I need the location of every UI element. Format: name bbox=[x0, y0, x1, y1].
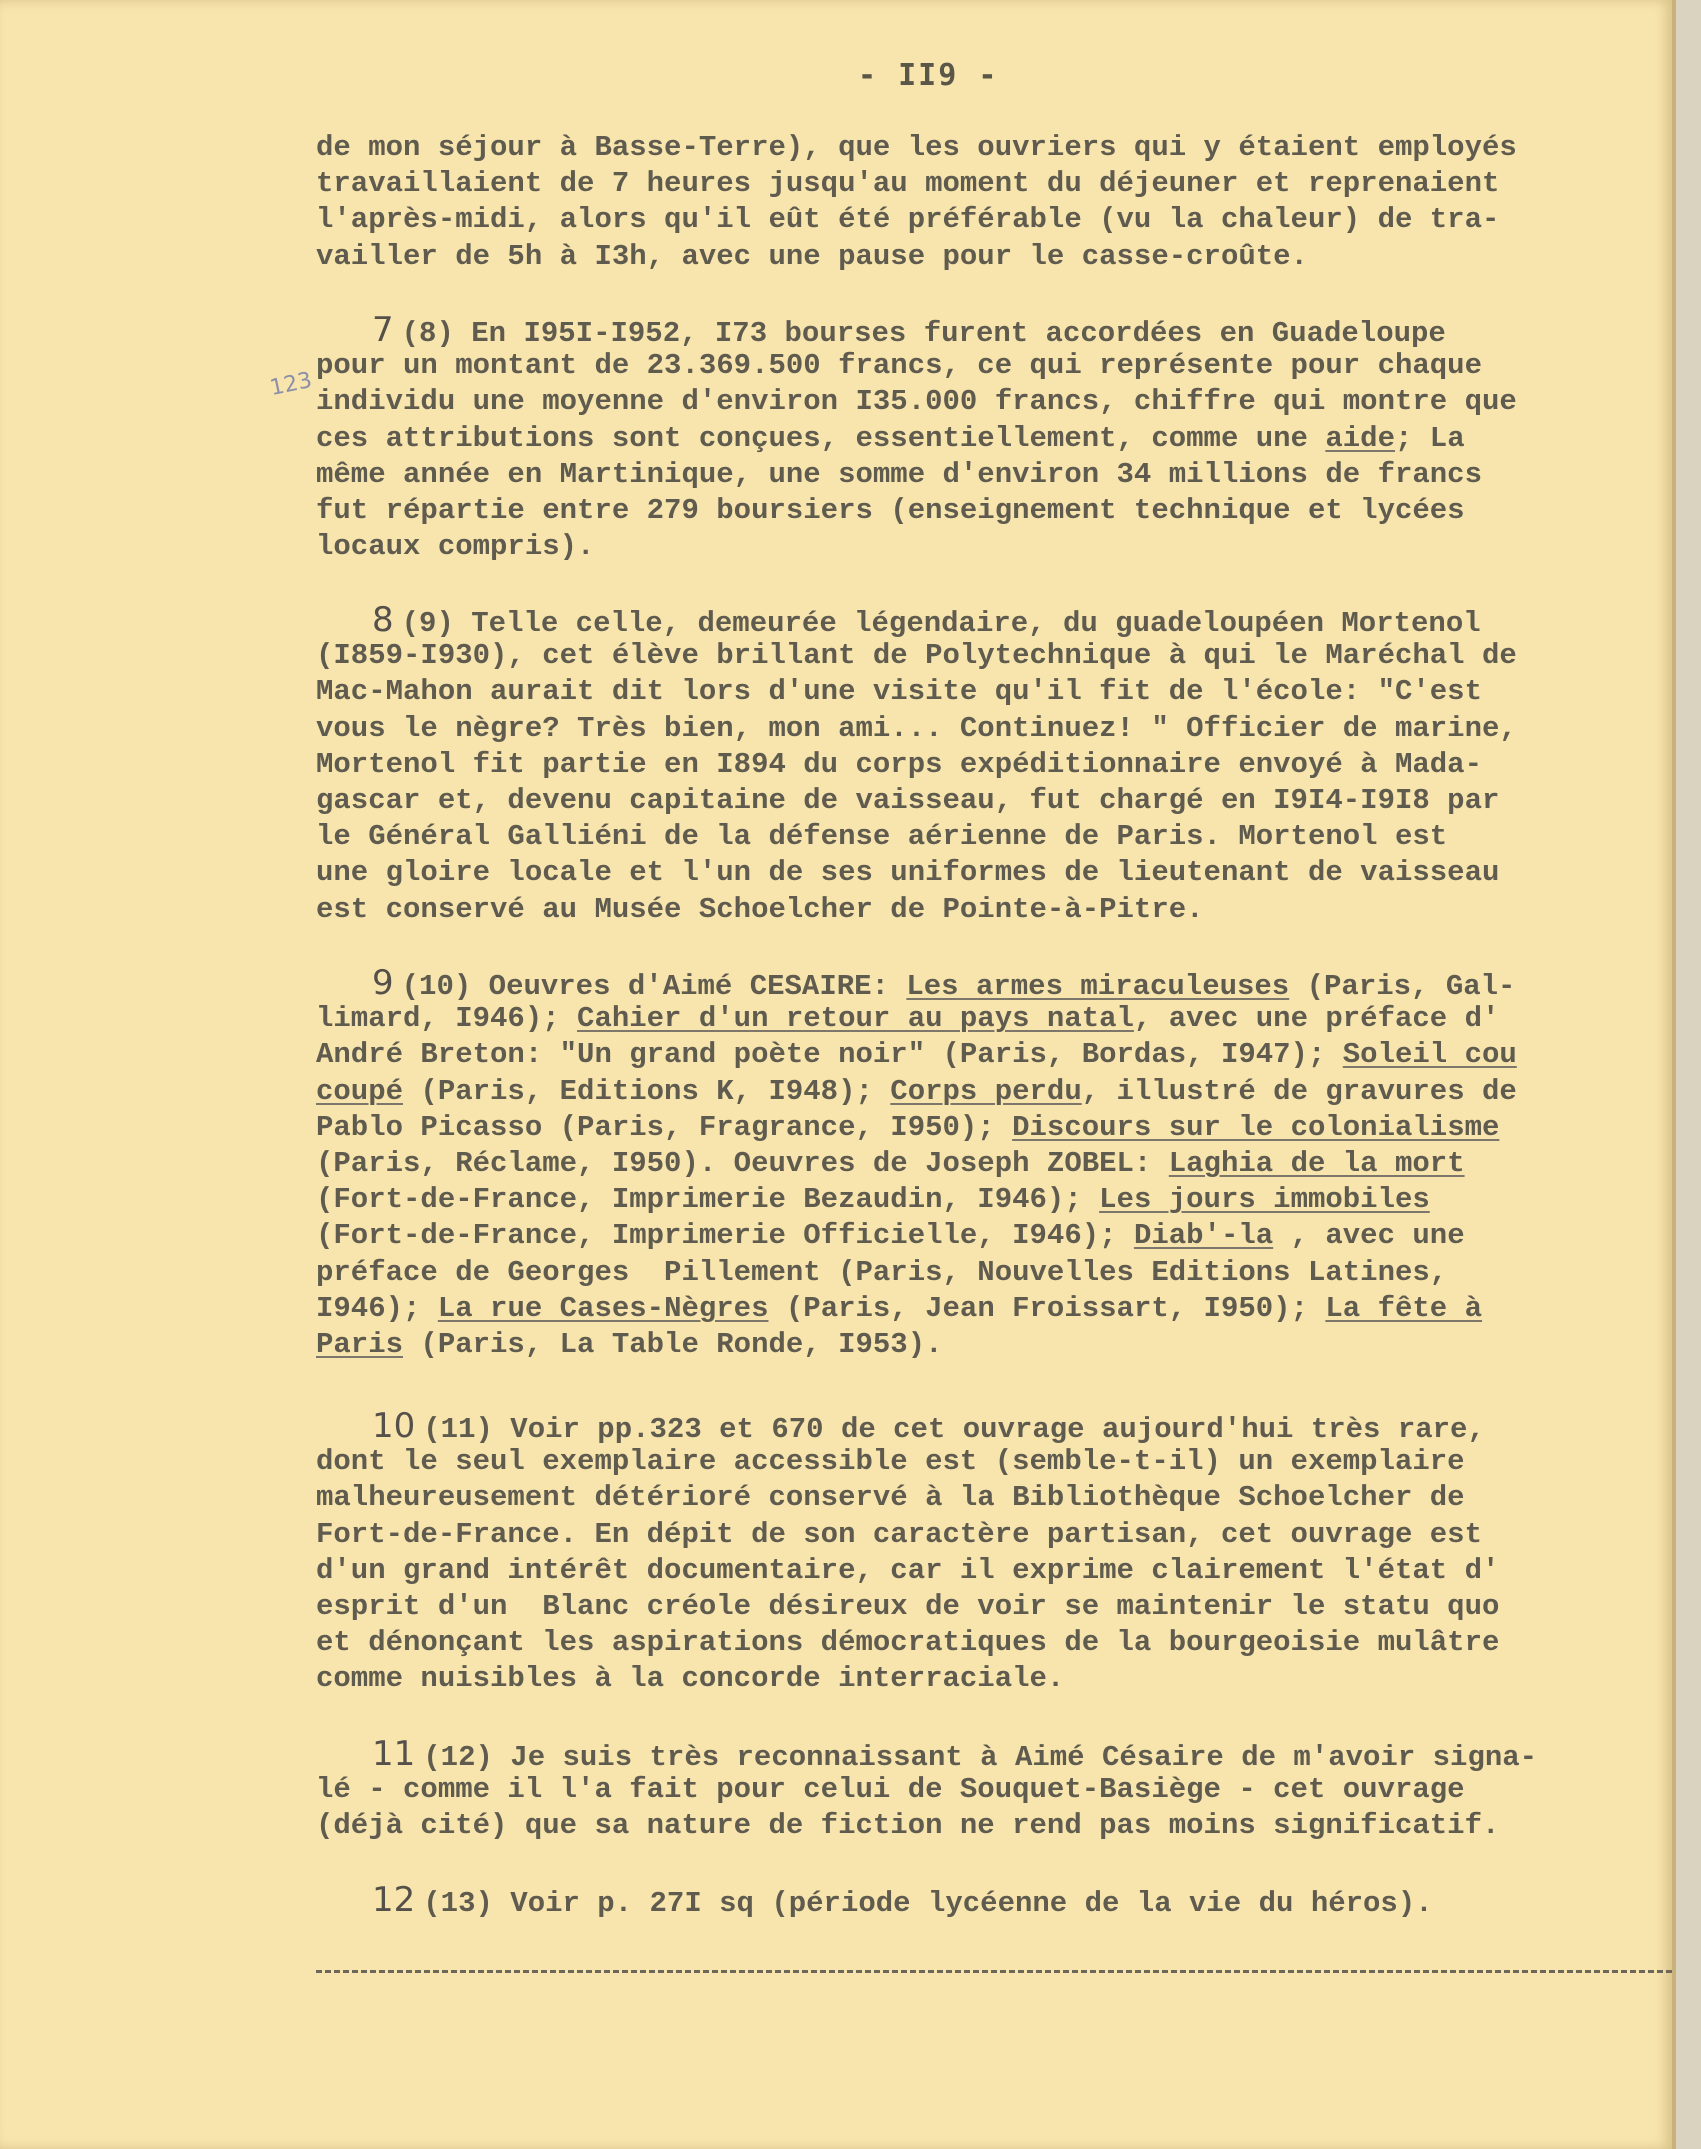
text-line bbox=[316, 1037, 1676, 1073]
text-run: , avec une préface d' bbox=[1133, 1002, 1500, 1036]
text-run: une gloire locale et l'un de ses uniformes de lieutenant de vaisseau bbox=[316, 856, 1500, 890]
text-run: esprit d'un Blanc créole désireux de voir se maintenir le statu quo bbox=[316, 1589, 1500, 1623]
footnote-10 bbox=[316, 1408, 1676, 1698]
text-line bbox=[316, 1218, 1676, 1254]
handwritten-note-number: 10 bbox=[372, 1406, 416, 1446]
text-run: pour un montant de 23.369.500 francs, ce qui représente pour chaque bbox=[316, 349, 1482, 383]
text-line bbox=[316, 1480, 1676, 1516]
handwritten-note-number: 7 bbox=[372, 310, 394, 350]
footnote-separator bbox=[316, 1970, 1672, 1973]
text-line bbox=[316, 747, 1676, 783]
text-run: fut répartie entre 279 boursiers (enseignement technique et lycées bbox=[316, 493, 1465, 527]
text-run: Voir pp.323 et 670 de cet ouvrage aujourd'hui très rare, bbox=[492, 1413, 1485, 1446]
text-line bbox=[316, 965, 1676, 1001]
handwritten-note-number: 12 bbox=[372, 1880, 416, 1920]
text-line: travaillaient de 7 heures jusqu'au moment du déjeuner et reprenaient bbox=[316, 167, 1500, 201]
typed-note-number: (9) bbox=[401, 607, 454, 640]
text-line bbox=[316, 384, 1676, 420]
text-line bbox=[316, 892, 1676, 928]
text-run: vous le nègre? Très bien, mon ami... Continuez! " Officier de marine, bbox=[316, 711, 1517, 745]
text-line bbox=[316, 1517, 1676, 1553]
text-line bbox=[316, 1074, 1676, 1110]
underlined-title: La fête à bbox=[1325, 1291, 1483, 1325]
text-run: Pablo Picasso (Paris, Fragrance, I950); bbox=[316, 1110, 1013, 1144]
text-run: d'un grand intérêt documentaire, car il exprime clairement l'état d' bbox=[316, 1553, 1500, 1587]
text-run: même année en Martinique, une somme d'environ 34 millions de francs bbox=[316, 457, 1482, 491]
text-run: (Fort-de-France, Imprimerie Officielle, I946); bbox=[316, 1219, 1134, 1253]
typed-note-number: (12) bbox=[423, 1741, 493, 1774]
underlined-title: Laghia de la mort bbox=[1168, 1146, 1465, 1180]
text-line bbox=[316, 1146, 1676, 1182]
text-line bbox=[316, 819, 1676, 855]
text-line bbox=[316, 529, 1676, 565]
typed-note-number: (11) bbox=[423, 1413, 493, 1446]
footnote-11 bbox=[316, 1736, 1676, 1845]
text-line bbox=[316, 1736, 1676, 1772]
text-line: l'après-midi, alors qu'il eût été préférable (vu la chaleur) de tra- bbox=[316, 203, 1500, 237]
footnote-12 bbox=[316, 1882, 1676, 1918]
page-number: - II9 - bbox=[858, 58, 999, 93]
text-line: vailler de 5h à I3h, avec une pause pour le casse-croûte. bbox=[316, 239, 1308, 273]
text-line bbox=[316, 493, 1676, 529]
text-run: En I95I-I952, I73 bourses furent accordées en Guadeloupe bbox=[453, 317, 1446, 350]
text-run: Je suis très reconnaissant à Aimé Césaire de m'avoir signa- bbox=[492, 1741, 1538, 1774]
footnote-8 bbox=[316, 602, 1676, 928]
text-run: préface de Georges Pillement (Paris, Nouvelles Editions Latines, bbox=[316, 1255, 1448, 1289]
text-line bbox=[316, 1291, 1676, 1327]
text-run: (Paris, Jean Froissart, I950); bbox=[768, 1291, 1326, 1325]
text-run: individu une moyenne d'environ I35.000 francs, chiffre qui montre que bbox=[316, 385, 1517, 419]
text-run: ces attributions sont conçues, essentiellement, comme une bbox=[316, 421, 1326, 455]
text-line bbox=[316, 602, 1676, 638]
typed-note-number: (13) bbox=[423, 1887, 493, 1920]
text-run: (Paris, Editions K, I948); bbox=[403, 1074, 891, 1108]
text-run: comme nuisibles à la concorde interraciale. bbox=[316, 1662, 1065, 1696]
text-line bbox=[316, 638, 1676, 674]
underlined-title: Discours sur le colonialisme bbox=[1012, 1110, 1500, 1144]
text-run: Fort-de-France. En dépit de son caractère partisan, cet ouvrage est bbox=[316, 1517, 1482, 1551]
text-run: et dénonçant les aspirations démocratiques de la bourgeoisie mulâtre bbox=[316, 1626, 1500, 1660]
text-line bbox=[316, 1182, 1676, 1218]
text-run: Mac-Mahon aurait dit lors d'une visite qu'il fit de l'école: "C'est bbox=[316, 675, 1482, 709]
continuation-paragraph bbox=[316, 130, 1676, 275]
text-run: (I859-I930), cet élève brillant de Polytechnique à qui le Maréchal de bbox=[316, 639, 1517, 673]
underlined-title: aide bbox=[1325, 421, 1395, 455]
text-line bbox=[316, 1625, 1676, 1661]
underlined-title: coupé bbox=[316, 1074, 404, 1108]
text-run: dont le seul exemplaire accessible est (semble-t-il) un exemplaire bbox=[316, 1445, 1465, 1479]
text-line bbox=[316, 312, 1676, 348]
text-line bbox=[316, 855, 1676, 891]
text-run: est conservé au Musée Schoelcher de Pointe-à-Pitre. bbox=[316, 892, 1204, 926]
text-line bbox=[316, 1001, 1676, 1037]
text-run: limard, I946); bbox=[316, 1002, 578, 1036]
text-run: Oeuvres d'Aimé CESAIRE: bbox=[471, 970, 907, 1003]
handwritten-note-number: 9 bbox=[372, 963, 394, 1003]
text-run: gascar et, devenu capitaine de vaisseau, fut chargé en I9I4-I9I8 par bbox=[316, 783, 1500, 817]
typed-note-number: (8) bbox=[401, 317, 454, 350]
text-line bbox=[316, 457, 1676, 493]
text-run: André Breton: "Un grand poète noir" (Paris, Bordas, I947); bbox=[316, 1038, 1343, 1072]
text-line bbox=[316, 1553, 1676, 1589]
text-line bbox=[316, 1110, 1676, 1146]
text-line bbox=[316, 1408, 1676, 1444]
handwritten-note-number: 11 bbox=[372, 1734, 416, 1774]
underlined-title: Diab'-la bbox=[1133, 1219, 1274, 1253]
typed-note-number: (10) bbox=[401, 970, 472, 1003]
text-run: Mortenol fit partie en I894 du corps expéditionnaire envoyé à Mada- bbox=[316, 747, 1482, 781]
underlined-title: Corps perdu bbox=[890, 1074, 1082, 1108]
text-run: (Paris, La Table Ronde, I953). bbox=[403, 1327, 943, 1361]
underlined-title: Paris bbox=[316, 1327, 404, 1361]
text-run: , illustré de gravures de bbox=[1081, 1074, 1517, 1108]
text-line bbox=[316, 1661, 1676, 1697]
underlined-title: Cahier d'un retour au pays natal bbox=[577, 1002, 1134, 1036]
text-run: locaux compris). bbox=[316, 530, 595, 564]
text-line bbox=[316, 1772, 1676, 1808]
margin-note: 123 bbox=[267, 367, 315, 402]
text-run: (Fort-de-France, Imprimerie Bezaudin, I946); bbox=[316, 1183, 1100, 1217]
underlined-title: La rue Cases-Nègres bbox=[437, 1291, 769, 1325]
text-run: lé - comme il l'a fait pour celui de Souquet-Basiège - cet ouvrage bbox=[316, 1773, 1465, 1807]
text-line bbox=[316, 421, 1676, 457]
text-run: (déjà cité) que sa nature de fiction ne rend pas moins significatif. bbox=[316, 1809, 1500, 1843]
underlined-title: Les armes miraculeuses bbox=[906, 970, 1290, 1003]
text-line bbox=[316, 1808, 1676, 1844]
text-run: ; La bbox=[1395, 421, 1465, 455]
text-line bbox=[316, 783, 1676, 819]
text-run: malheureusement détérioré conservé à la Bibliothèque Schoelcher de bbox=[316, 1481, 1465, 1515]
text-line bbox=[316, 674, 1676, 710]
text-line bbox=[316, 1255, 1676, 1291]
text-run: Voir p. 27I sq (période lycéenne de la vie du héros). bbox=[492, 1887, 1433, 1920]
text-line bbox=[316, 1327, 1676, 1363]
underlined-title: Les jours immobiles bbox=[1099, 1183, 1430, 1217]
footnote-7 bbox=[316, 312, 1676, 565]
text-line: de mon séjour à Basse-Terre), que les ouvriers qui y étaient employés bbox=[316, 131, 1517, 164]
text-run: (Paris, Gal- bbox=[1289, 970, 1516, 1003]
text-run: I946); bbox=[316, 1291, 438, 1325]
text-run: Telle celle, demeurée légendaire, du guadeloupéen Mortenol bbox=[453, 607, 1481, 640]
underlined-title: Soleil cou bbox=[1342, 1038, 1517, 1072]
text-run: le Général Galliéni de la défense aérienne de Paris. Mortenol est bbox=[316, 820, 1448, 854]
text-line bbox=[316, 1444, 1676, 1480]
text-line bbox=[316, 348, 1676, 384]
text-line bbox=[316, 1882, 1676, 1918]
footnote-9 bbox=[316, 965, 1676, 1363]
handwritten-note-number: 8 bbox=[372, 600, 394, 640]
text-line bbox=[316, 1589, 1676, 1625]
text-run: , avec une bbox=[1273, 1219, 1465, 1253]
text-run: (Paris, Réclame, I950). Oeuvres de Joseph ZOBEL: bbox=[316, 1146, 1169, 1180]
text-line bbox=[316, 711, 1676, 747]
